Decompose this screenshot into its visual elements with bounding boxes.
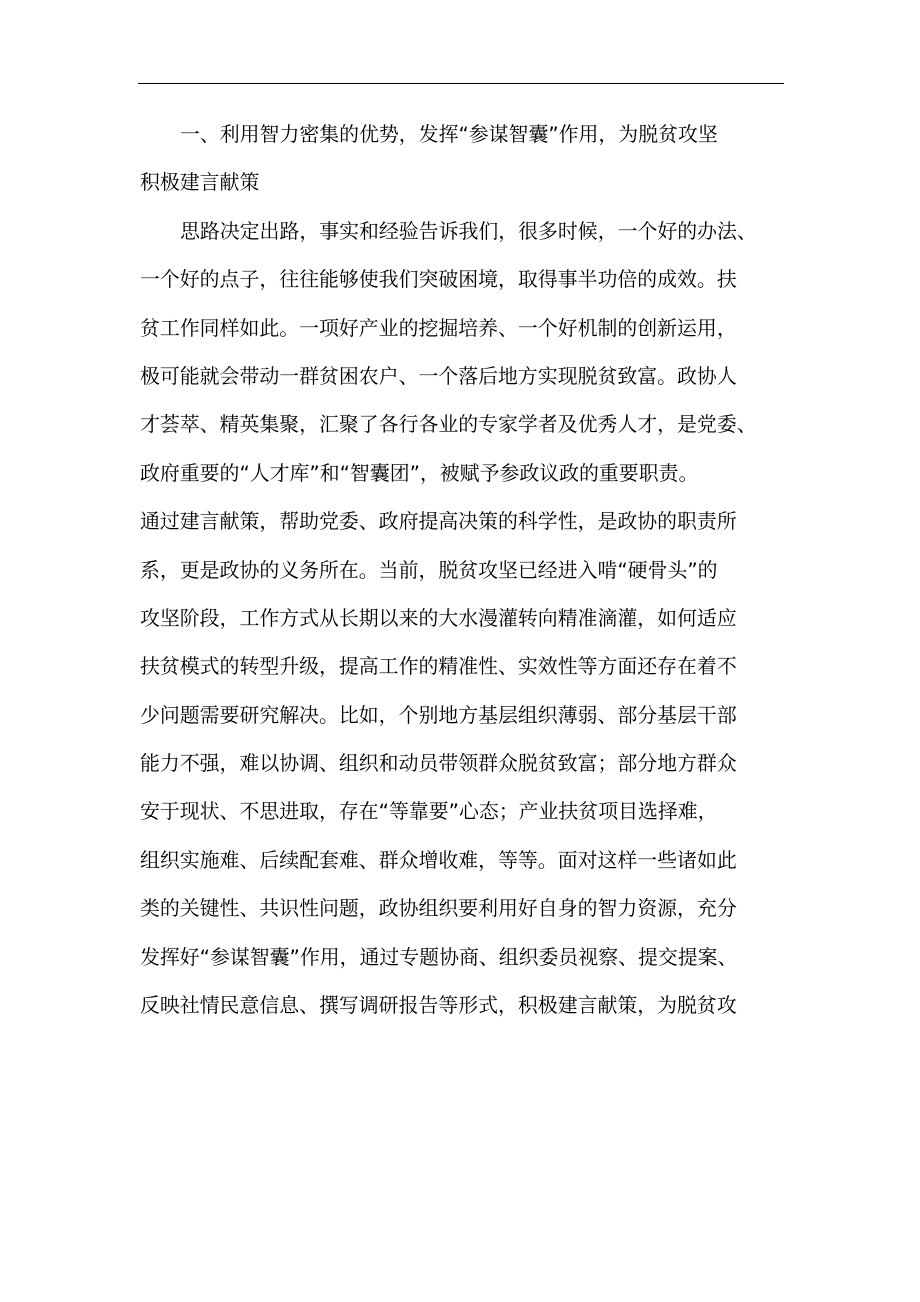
paragraph-line: 攻坚阶段，工作方式从长期以来的大水漫灌转向精准滴灌，如何适应	[140, 606, 737, 630]
paragraph-line: 政府重要的“人才库”和“智囊团”，被赋予参政议政的重要职责。	[140, 461, 699, 485]
paragraph-line: 贫工作同样如此。一项好产业的挖掘培养、一个好机制的创新运用，	[140, 316, 737, 340]
header-rule	[138, 83, 784, 84]
paragraph-line: 能力不强，难以协调、组织和动员带领群众脱贫致富；部分地方群众	[140, 752, 737, 776]
paragraph-line: 一个好的点子，往往能够使我们突破困境，取得事半功倍的成效。扶	[140, 268, 737, 292]
paragraph-line: 极可能就会带动一群贫困农户、一个落后地方实现脱贫致富。政协人	[140, 364, 737, 388]
paragraph-line: 安于现状、不思进取，存在“等靠要”心态；产业扶贫项目选择难，	[140, 800, 718, 824]
section-heading-line: 积极建言献策	[140, 171, 260, 195]
body-text	[140, 111, 788, 1030]
paragraph-line: 通过建言献策，帮助党委、政府提高决策的科学性，是政协的职责所	[140, 510, 737, 534]
paragraph-line: 反映社情民意信息、撰写调研报告等形式，积极建言献策，为脱贫攻	[140, 994, 737, 1018]
paragraph-line: 少问题需要研究解决。比如，个别地方基层组织薄弱、部分基层干部	[140, 703, 737, 727]
paragraph-line: 思路决定出路，事实和经验告诉我们，很多时候，一个好的办法、	[180, 219, 757, 243]
paragraph-line: 扶贫模式的转型升级，提高工作的精准性、实效性等方面还存在着不	[140, 655, 737, 679]
paragraph-line: 才荟萃、精英集聚，汇聚了各行各业的专家学者及优秀人才，是党委、	[140, 413, 757, 437]
paragraph-line: 组织实施难、后续配套难、群众增收难，等等。面对这样一些诸如此	[140, 848, 737, 872]
paragraph-line: 发挥好“参谋智囊”作用，通过专题协商、组织委员视察、提交提案、	[140, 945, 738, 969]
section-heading-line: 一、利用智力密集的优势，发挥“参谋智囊”作用，为脱贫攻坚	[180, 123, 718, 146]
paragraph-line: 系，更是政协的义务所在。当前，脱贫攻坚已经进入啃“硬骨头”的	[140, 558, 718, 582]
paragraph-line: 类的关键性、共识性问题，政协组织要利用好自身的智力资源，充分	[140, 897, 737, 921]
